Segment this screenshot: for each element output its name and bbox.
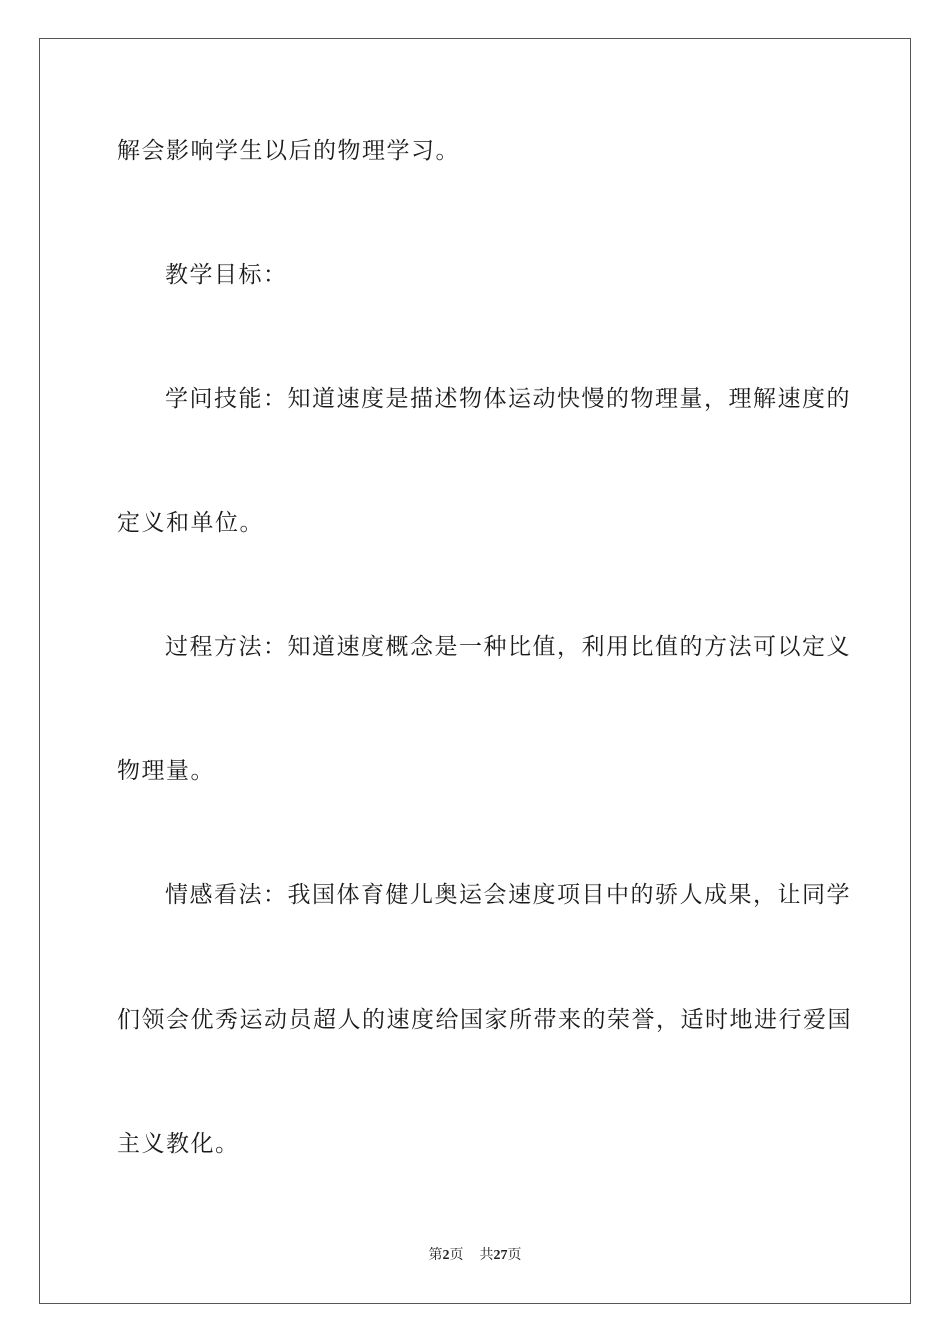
paragraph-line: 学问技能：知道速度是描述物体运动快慢的物理量，理解速度的 [165,386,851,412]
page-number: 2 [442,1248,450,1263]
page-prefix: 第 [428,1248,443,1263]
total-pages: 27 [493,1248,508,1263]
total-suffix: 页 [507,1248,522,1263]
page-frame [39,38,911,1304]
paragraph-line: 过程方法：知道速度概念是一种比值，利用比值的方法可以定义 [165,634,851,660]
paragraph-line: 情感看法：我国体育健儿奥运会速度项目中的骄人成果，让同学 [165,882,851,908]
page-footer [0,1246,950,1266]
page-suffix: 页 [449,1248,464,1263]
section-heading: 教学目标： [165,262,288,288]
paragraph-line: 们领会优秀运动员超人的速度给国家所带来的荣誉，适时地进行爱国 [117,1007,852,1033]
paragraph-line: 定义和单位。 [117,510,264,536]
total-prefix: 共 [479,1248,494,1263]
paragraph-line: 主义教化。 [117,1131,240,1157]
paragraph-line: 解会影响学生以后的物理学习。 [117,138,460,164]
paragraph-line: 物理量。 [117,758,215,784]
